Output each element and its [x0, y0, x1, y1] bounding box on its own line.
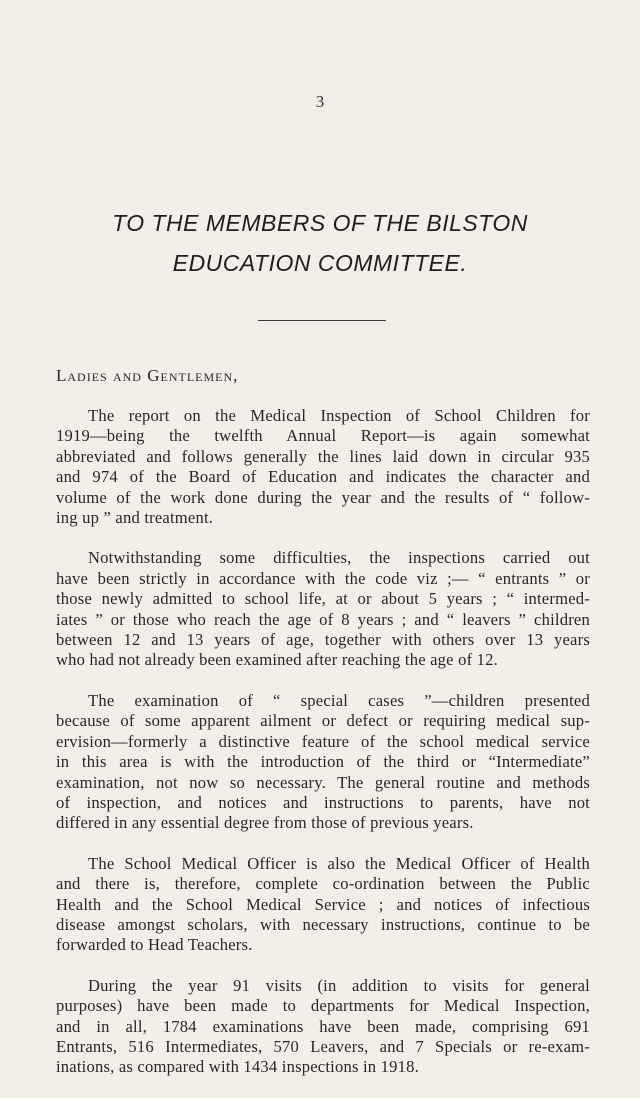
paragraph-line: those newly admitted to school life, at or about 5 years ; “ intermed-: [56, 589, 590, 609]
paragraph-line: volume of the work done during the year and the results of “ follow-: [56, 487, 590, 507]
paragraph-line: The report on the Medical Inspection of School Children for: [88, 406, 590, 425]
paragraph-line: examination, not now so necessary. The general routine and methods: [56, 772, 590, 792]
paragraph-5: [56, 976, 590, 1078]
paragraph-line: who had not already been examined after reaching the age of 12.: [56, 650, 499, 670]
paragraph-line: disease amongst scholars, with necessary instructions, continue to be: [56, 914, 590, 934]
page-number: 3: [315, 92, 325, 111]
paragraph-line: inations, as compared with 1434 inspections in 1918.: [56, 1057, 419, 1077]
paragraph-line: ing up ” and treatment.: [56, 508, 214, 528]
paragraph-line: of inspection, and notices and instructions to parents, have not: [56, 792, 590, 812]
paragraph-line: Entrants, 516 Intermediates, 570 Leavers, and 7 Specials or re-exam-: [56, 1036, 590, 1056]
paragraph-line: iates ” or those who reach the age of 8 years ; and “ leavers ” children: [56, 609, 590, 629]
paragraph-2: [56, 548, 590, 670]
salutation: Ladies and Gentlemen,: [56, 366, 239, 385]
paragraph-line: have been strictly in accordance with the code viz ;— “ entrants ” or: [56, 568, 590, 588]
title-divider: [258, 320, 386, 321]
paragraph-line: and 974 of the Board of Education and indicates the character and: [56, 467, 590, 487]
title-line-2: EDUCATION COMMITTEE.: [172, 250, 468, 276]
paragraph-line: Health and the School Medical Service ; and notices of infectious: [56, 894, 590, 914]
title-line-1: TO THE MEMBERS OF THE BILSTON: [112, 210, 528, 236]
paragraph-line: and in all, 1784 examinations have been made, comprising 691: [56, 1016, 590, 1036]
paragraph-1: [56, 406, 590, 528]
paragraph-line: The School Medical Officer is also the Medical Officer of Health: [88, 853, 590, 873]
paragraph-line: differed in any essential degree from those of previous years.: [56, 813, 474, 833]
paragraph-line: 1919—being the twelfth Annual Report—is again somewhat: [56, 426, 590, 446]
paragraph-line: During the year 91 visits (in addition to visits for general: [88, 975, 590, 995]
paragraph-line: forwarded to Head Teachers.: [56, 935, 253, 955]
paragraph-line: because of some apparent ailment or defect or requiring medical sup-: [56, 711, 590, 731]
paragraph-line: The examination of “ special cases ”—children presented: [88, 690, 590, 710]
paragraph-line: Notwithstanding some difficulties, the inspections carried out: [88, 548, 590, 568]
paragraph-line: ervision—formerly a distinctive feature of the school medical service: [56, 731, 590, 751]
body-text: [56, 406, 590, 1098]
paragraph-line: and there is, therefore, complete co-ordination between the Public: [56, 874, 590, 894]
document-title: [0, 203, 640, 283]
paragraph-3: [56, 691, 590, 834]
paragraph-line: abbreviated and follows generally the lines laid down in circular 935: [56, 446, 590, 466]
paragraph-line: in this area is with the introduction of the third or “Intermediate”: [56, 752, 590, 772]
paragraph-4: [56, 854, 590, 956]
paragraph-line: between 12 and 13 years of age, together with others over 13 years: [56, 630, 590, 650]
paragraph-line: purposes) have been made to departments for Medical Inspection,: [56, 996, 590, 1016]
